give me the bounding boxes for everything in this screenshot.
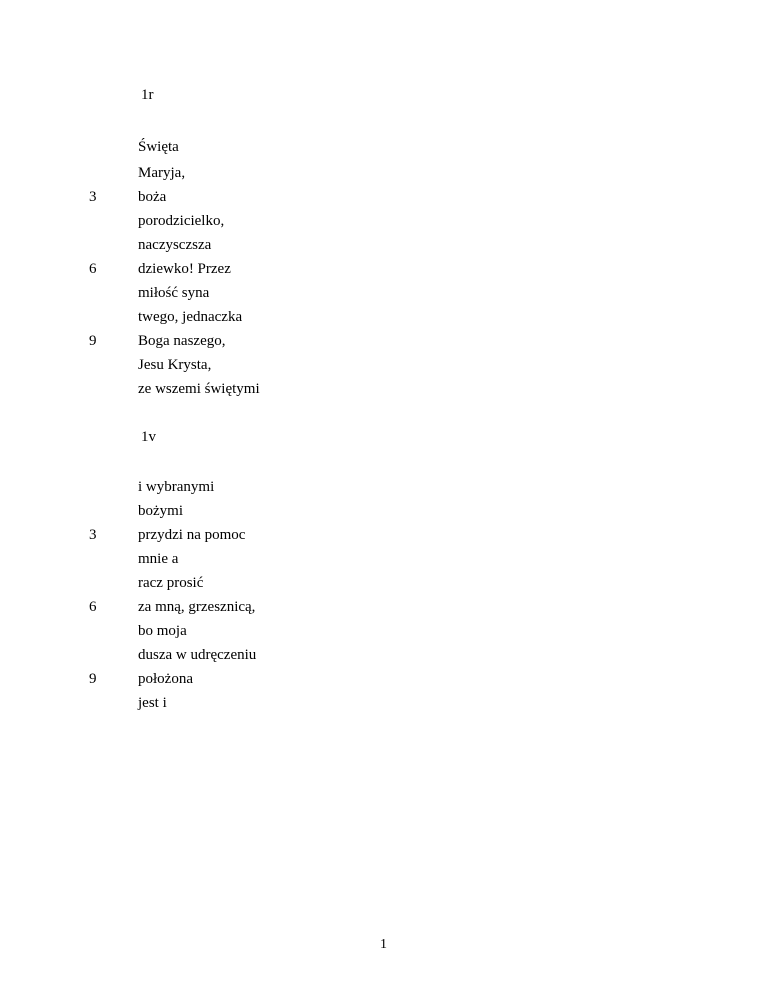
text-line: naczysczsza	[138, 237, 212, 253]
text-line: mnie a	[138, 551, 179, 567]
text-line: położona	[138, 671, 193, 687]
text-line: Jesu Krysta,	[138, 357, 212, 373]
page-number: 1	[380, 937, 387, 952]
text-line: boża	[138, 189, 167, 205]
text-line: racz prosić	[138, 575, 204, 591]
line-number: 6	[89, 599, 97, 615]
line-number: 9	[89, 671, 97, 687]
text-line: i wybranymi	[138, 479, 215, 495]
text-line: jest i	[138, 695, 167, 711]
text-line: twego, jednaczka	[138, 309, 243, 325]
line-number: 6	[89, 261, 97, 277]
text-line: Boga naszego,	[138, 333, 226, 349]
text-line: miłość syna	[138, 285, 210, 301]
folio-label: 1r	[141, 87, 154, 103]
text-line: Święta	[138, 139, 179, 155]
text-line: dziewko! Przez	[138, 261, 231, 277]
text-line: za mną, grzesznicą,	[138, 599, 256, 615]
text-line: Maryja,	[138, 165, 186, 181]
text-line: ze wszemi świętymi	[138, 381, 260, 397]
folio-label: 1v	[141, 429, 156, 445]
text-line: bożymi	[138, 503, 183, 519]
text-line: bo moja	[138, 623, 187, 639]
text-line: porodzicielko,	[138, 213, 225, 229]
line-number: 3	[89, 189, 97, 205]
text-line: dusza w udręczeniu	[138, 647, 257, 663]
line-number: 3	[89, 527, 97, 543]
line-number: 9	[89, 333, 97, 349]
text-line: przydzi na pomoc	[138, 527, 246, 543]
